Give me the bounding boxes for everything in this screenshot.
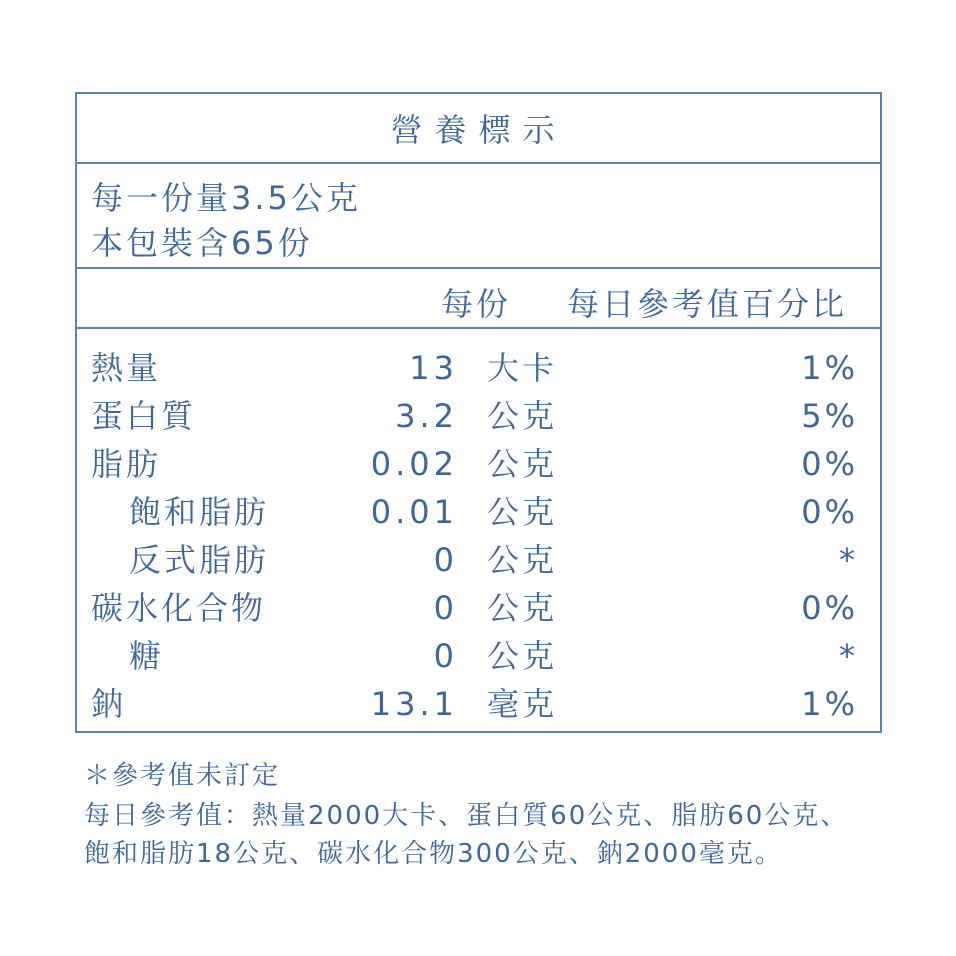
footnote-daily-reference-cont: 飽和脂肪18公克、碳水化合物300公克、鈉2000毫克。	[84, 839, 783, 869]
nutrient-value: 0	[433, 541, 458, 579]
nutrient-name: 蛋白質	[91, 397, 197, 435]
nutrient-percent: 0%	[801, 445, 858, 483]
nutrient-percent: *	[839, 541, 858, 579]
nutrient-name: 碳水化合物	[91, 589, 267, 627]
nutrient-row	[77, 488, 880, 537]
nutrient-row	[77, 440, 880, 489]
nutrient-unit: 公克	[487, 397, 558, 435]
nutrient-row	[77, 680, 880, 729]
nutrient-percent: 1%	[801, 349, 858, 387]
nutrient-name: 脂肪	[91, 445, 162, 483]
nutrient-row	[77, 344, 880, 393]
nutrient-name: 糖	[129, 637, 165, 675]
nutrient-unit: 公克	[487, 445, 558, 483]
nutrient-value: 3.2	[395, 397, 458, 435]
servings-per-package: 本包裝含65份	[91, 224, 313, 262]
nutrient-name: 飽和脂肪	[129, 493, 270, 531]
nutrient-value: 0.02	[370, 445, 458, 483]
label-title: 營養標示	[390, 111, 567, 149]
nutrient-value: 0	[433, 589, 458, 627]
divider	[77, 327, 880, 329]
column-header-daily-value: 每日參考值百分比	[567, 285, 848, 323]
nutrient-row	[77, 392, 880, 441]
nutrient-value: 0	[433, 637, 458, 675]
serving-info	[91, 176, 361, 266]
nutrient-value: 13	[409, 349, 458, 387]
nutrient-unit: 公克	[487, 589, 558, 627]
nutrient-value: 0.01	[370, 493, 458, 531]
divider	[77, 267, 880, 269]
nutrient-unit: 大卡	[487, 349, 558, 387]
nutrient-name: 熱量	[91, 349, 162, 387]
nutrient-value: 13.1	[370, 685, 458, 723]
nutrient-unit: 公克	[487, 637, 558, 675]
nutrient-name: 反式脂肪	[129, 541, 270, 579]
nutrient-row	[77, 536, 880, 585]
nutrition-facts-table	[75, 92, 882, 733]
nutrient-name: 鈉	[91, 685, 127, 723]
nutrient-percent: *	[839, 637, 858, 675]
nutrient-percent: 5%	[801, 397, 858, 435]
nutrient-unit: 公克	[487, 493, 558, 531]
nutrient-unit: 公克	[487, 541, 558, 579]
divider	[77, 162, 880, 164]
serving-size: 每一份量3.5公克	[91, 179, 361, 217]
footnote-not-set: ＊參考值未訂定	[84, 761, 281, 791]
nutrient-percent: 0%	[801, 493, 858, 531]
column-header-per-serving: 每份	[441, 285, 512, 323]
nutrient-row	[77, 632, 880, 681]
nutrient-row	[77, 584, 880, 633]
footnote-daily-reference: 每日參考值：熱量2000大卡、蛋白質60公克、脂肪60公克、	[84, 801, 849, 831]
nutrient-percent: 1%	[801, 685, 858, 723]
nutrient-percent: 0%	[801, 589, 858, 627]
nutrient-unit: 毫克	[487, 685, 558, 723]
